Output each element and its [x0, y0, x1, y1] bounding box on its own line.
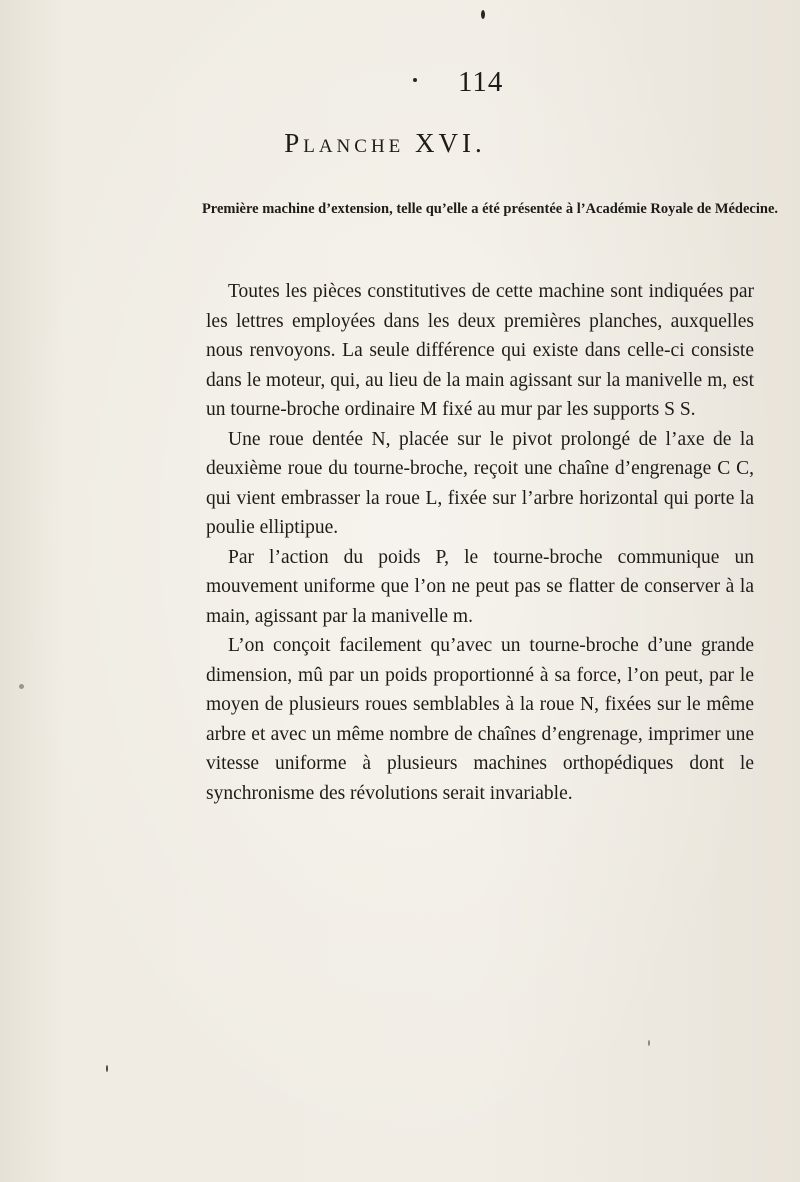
plate-title: Planche XVI.: [284, 128, 486, 158]
body-text: [206, 277, 754, 808]
ink-speck: [106, 1065, 108, 1072]
plate-subtitle: Première machine d’extension, telle qu’elle a été présentée à l’Académie Royale de Médecine.: [201, 201, 779, 217]
paragraph-4: L’on conçoit facilement qu’avec un tourne-broche d’une grande dimension, mû par un poids proportionné à sa force, l’on peut, par le moyen de plusieurs roues semblables à la roue N, fixées sur le même arbre et avec un même nombre de chaînes d’engrenage, imprimer une vitesse uniforme à plusieurs machines orthopédiques dont le synchronisme des révolutions serait invariable.: [206, 635, 754, 804]
paragraph-3: Par l’action du poids P, le tourne-broche communique un mouvement uniforme que l’on ne peut pas se flatter de conserver à la main, agissant par la manivelle m.: [206, 546, 754, 627]
paragraph-2: Une roue dentée N, placée sur le pivot prolongé de l’axe de la deuxième roue du tourne-broche, reçoit une chaîne d’engrenage C C, qui vient embrasser la roue L, fixée sur l’arbre horizontal qui porte la poulie elliptipue.: [206, 428, 754, 538]
ink-speck: [648, 1040, 650, 1046]
ink-speck: [19, 684, 24, 689]
ink-speck: [413, 78, 417, 82]
paragraph-1: Toutes les pièces constitutives de cette machine sont indiquées par les lettres employées dans les deux premières planches, auxquelles nous renvoyons. La seule différence qui existe dans celle-ci consiste dans le moteur, qui, au lieu de la main agissant sur la manivelle m, est un tourne-broche ordinaire M fixé au mur par les supports S S.: [206, 281, 754, 420]
ink-speck: [481, 10, 485, 19]
page-number: 114: [458, 66, 504, 98]
